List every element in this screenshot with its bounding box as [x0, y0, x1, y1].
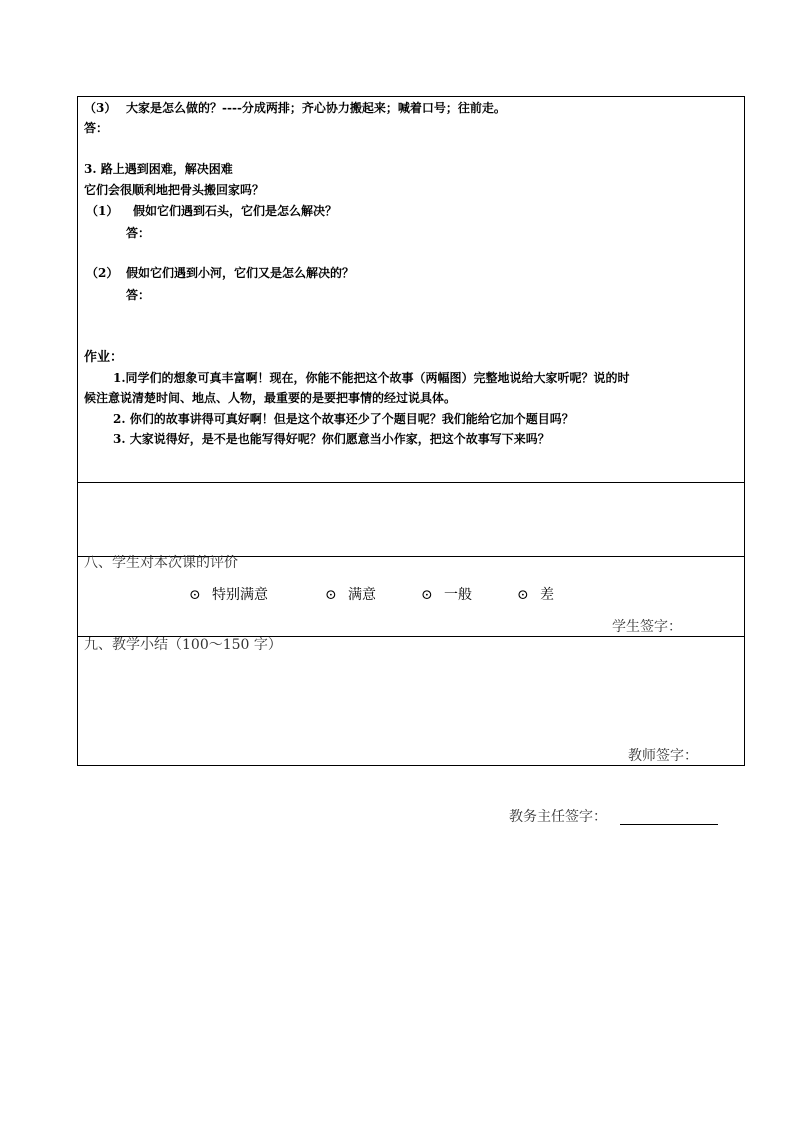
- homework-item-2: 2. 你们的故事讲得可真好啊！但是这个故事还少了个题目呢？我们能给它加个题目吗？: [113, 412, 574, 426]
- student-signature-label: 学生签字：: [612, 619, 682, 635]
- answer-label: 答：: [84, 121, 109, 135]
- row-divider: [77, 482, 745, 483]
- option-label: 差: [540, 587, 554, 603]
- homework-item-1-cont: 候注意说清楚时间、地点、人物，最重要的是要把事情的经过说具体。: [84, 391, 457, 405]
- q2-text: 假如它们遇到小河，它们又是怎么解决的？: [126, 266, 355, 280]
- q1-text: 假如它们遇到石头，它们是怎么解决？: [133, 204, 338, 218]
- radio-icon[interactable]: ⊙: [325, 587, 337, 603]
- q3-label: （3）: [84, 101, 117, 115]
- radio-icon[interactable]: ⊙: [517, 587, 529, 603]
- q2-label: （2）: [86, 266, 119, 280]
- director-signature-label: 教务主任签字：: [509, 809, 607, 825]
- summary-title: 九、教学小结（100～150 字）: [84, 637, 282, 653]
- q3-text: 大家是怎么做的？----分成两排；齐心协力搬起来；喊着口号；往前走。: [126, 101, 506, 115]
- homework-title: 作业：: [84, 350, 124, 365]
- part3-title: 3. 路上遇到困难，解决困难: [84, 162, 233, 176]
- option-label: 特别满意: [212, 587, 268, 603]
- homework-item-3: 3. 大家说得好，是不是也能写得好呢？你们愿意当小作家，把这个故事写下来吗？: [113, 432, 550, 446]
- teacher-signature-label: 教师签字：: [628, 748, 698, 764]
- radio-icon[interactable]: ⊙: [421, 587, 433, 603]
- answer-label: 答：: [126, 226, 151, 240]
- evaluation-title: 八、学生对本次课的评价: [84, 555, 238, 571]
- q1-label: （1）: [86, 204, 119, 218]
- part3-question: 它们会很顺利地把骨头搬回家吗？: [84, 183, 265, 197]
- director-signature-line[interactable]: [620, 824, 718, 825]
- option-label: 满意: [348, 587, 376, 603]
- homework-item-1: 1.同学们的想象可真丰富啊！现在，你能不能把这个故事（两幅图）完整地说给大家听呢？说的时: [113, 371, 630, 385]
- answer-label: 答：: [126, 288, 151, 302]
- radio-icon[interactable]: ⊙: [189, 587, 201, 603]
- option-label: 一般: [444, 587, 472, 603]
